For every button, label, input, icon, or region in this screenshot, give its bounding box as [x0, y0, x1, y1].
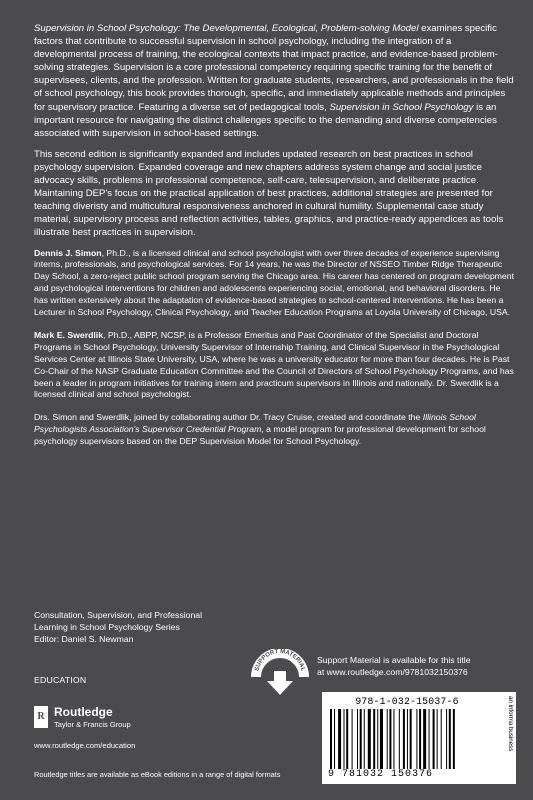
barcode-bar	[416, 709, 417, 769]
barcode-bar	[437, 709, 438, 769]
publisher-name: Routledge	[54, 705, 113, 719]
barcode-bar	[441, 709, 442, 769]
blurb-text: examines specific factors that contribute to successful supervision in school psychology, including the integration of a developmental process of training, the ecological contexts that impact practice, and evidence-based problem-solving strategies. Supervision is a core professional competency requiring specific training for the benefit of supervisees, clients, and the profession. Written for graduate students, researchers, and professionals in the field of school psychology, this book provides thorough, specific, and immediately applicable methods and principles for supervisory practice. Featuring a diverse set of pedagogical tools,	[34, 23, 514, 113]
series-info	[34, 610, 274, 646]
collaboration-paragraph	[34, 412, 515, 448]
barcode-bar	[346, 709, 348, 769]
isbn-number: 978-1-032-15037-6	[355, 696, 459, 707]
imprint-label: an informa business	[507, 696, 514, 752]
ean-number: 9 781032 150376	[328, 769, 434, 780]
barcode-bar	[410, 709, 412, 769]
barcode-bar	[338, 709, 341, 769]
support-material-icon	[250, 649, 310, 699]
isbn-barcode	[322, 692, 516, 784]
author-bio-swerdlik	[34, 330, 515, 401]
series-line-1: Consultation, Supervision, and Professional	[34, 610, 203, 620]
barcode-bar	[393, 709, 394, 769]
author-name: Mark E. Swerdlik	[34, 329, 104, 340]
author-name: Dennis J. Simon	[34, 247, 102, 258]
series-line-2: Learning in School Psychology Series	[34, 621, 180, 632]
author-bio-text: , Ph.D., ABPP, NCSP, is a Professor Emeritus and Past Coordinator of the Specialist and Doctoral Programs in School Psychology, University Supervisor of Internship Training, and Clinical Supervisor in the Psychological Services Center at Illinois State University, USA, where he was a university educator for more than four decades. He is Past Co-Chair of the NASP Graduate Education Committee and the Council of Directors of School Psychology Programs, and has been a leader in program initiatives for training intern and practicum supervisors in Illinois and nationally. Dr. Swerdlik is a licensed clinical and school psychologist.	[34, 329, 514, 400]
barcode-bar	[368, 709, 371, 769]
support-line-1: Support Material is available for this title	[317, 655, 471, 665]
blurb-paragraph-1	[34, 22, 515, 140]
barcode-bar	[387, 709, 388, 769]
barcode-bar	[357, 709, 358, 769]
support-material-note	[317, 654, 527, 678]
barcode-bar	[399, 709, 400, 769]
barcode-bar	[446, 709, 447, 769]
collab-text: Drs. Simon and Swerdlik, joined by collaborating author Dr. Tracy Cruise, created and coordinate the	[34, 412, 423, 423]
barcode-bar	[453, 709, 455, 769]
barcode-bars	[328, 709, 494, 769]
barcode-bar	[429, 709, 430, 769]
back-cover-text	[34, 22, 515, 459]
routledge-logo	[34, 704, 164, 732]
barcode-bar	[449, 709, 451, 769]
author-bio-text: , Ph.D., is a licensed clinical and school psychologist with over three decades of experience supervising interns, professionals, and psychological services. For 14 years, he was the Director of NSSEO Timber Ridge Therapeutic Day School, a zero-reject public school program serving the Chicago area. His career has centered on program development and psychological interventions for children and adolescents experiencing social, emotional, and behavioral disorders. He has written extensively about the adaptation of evidence-based strategies to school-centered interventions. He has been a Lecturer in School Psychology, Clinical Psychology, and Teacher Education Programs at Loyola University of Chicago, USA.	[34, 247, 514, 318]
book-title-short: Supervision in School Psychology	[329, 101, 474, 113]
blurb-paragraph-2: This second edition is significantly expanded and includes updated research on best practices in school psychology supervision. Expanded coverage and new chapters address system change and social justice advocacy skills, problems in professional competence, self-care, telesupervision, and deliberate practice. Maintaining DEP's focus on the practical application of best practices, additional strategies are presented for teaching diveristy and multicultural responsiveness anchored in cultural humility. Supplemental case study material, supervisory process and reflection activities, tables, graphics, and practice-ready appendices as tools illustrate best practices in supervision.	[34, 148, 504, 239]
support-link[interactable]: at www.routledge.com/9781032150376	[317, 667, 468, 677]
barcode-bar	[330, 709, 332, 769]
barcode-bar	[380, 709, 383, 769]
publisher-group: Taylor & Francis Group	[54, 720, 131, 729]
program-name: Illinois School Psychologists Association's Supervisor Credential Program	[34, 412, 476, 435]
barcode-bar	[352, 709, 353, 769]
support-badge-label: SUPPORT MATERIAL	[254, 649, 306, 672]
barcode-bar	[407, 709, 408, 769]
publisher-website[interactable]: www.routledge.com/education	[34, 741, 136, 750]
blurb-text-2: is an important resource for navigating the distinct challenges specific to the demanding and diverse competencies associated with supervision in school-based settings.	[34, 101, 497, 139]
barcode-bar	[433, 709, 435, 769]
barcode-bar	[419, 709, 421, 769]
book-title: Supervision in School Psychology: The Developmental, Ecological, Problem-solving Model	[34, 23, 419, 34]
barcode-bar	[423, 709, 426, 769]
barcode-bar	[403, 709, 405, 769]
barcode-bar	[373, 709, 375, 769]
ebook-note: Routledge titles are available as eBook editions in a range of digital formats	[34, 770, 281, 779]
barcode-bar	[360, 709, 362, 769]
barcode-bar	[334, 709, 335, 769]
barcode-bar	[364, 709, 365, 769]
series-editor: Editor: Daniel S. Newman	[34, 633, 134, 644]
barcode-bar	[344, 709, 345, 769]
logo-mark: R	[34, 706, 48, 728]
barcode-bar	[377, 709, 378, 769]
subject-category: EDUCATION	[34, 675, 87, 685]
author-bio-simon	[34, 248, 515, 319]
collab-text-2: , a model program for professional development for school psychology supervisors based on the DEP Supervision Model for School Psychology.	[34, 424, 486, 447]
barcode-bar	[389, 709, 391, 769]
